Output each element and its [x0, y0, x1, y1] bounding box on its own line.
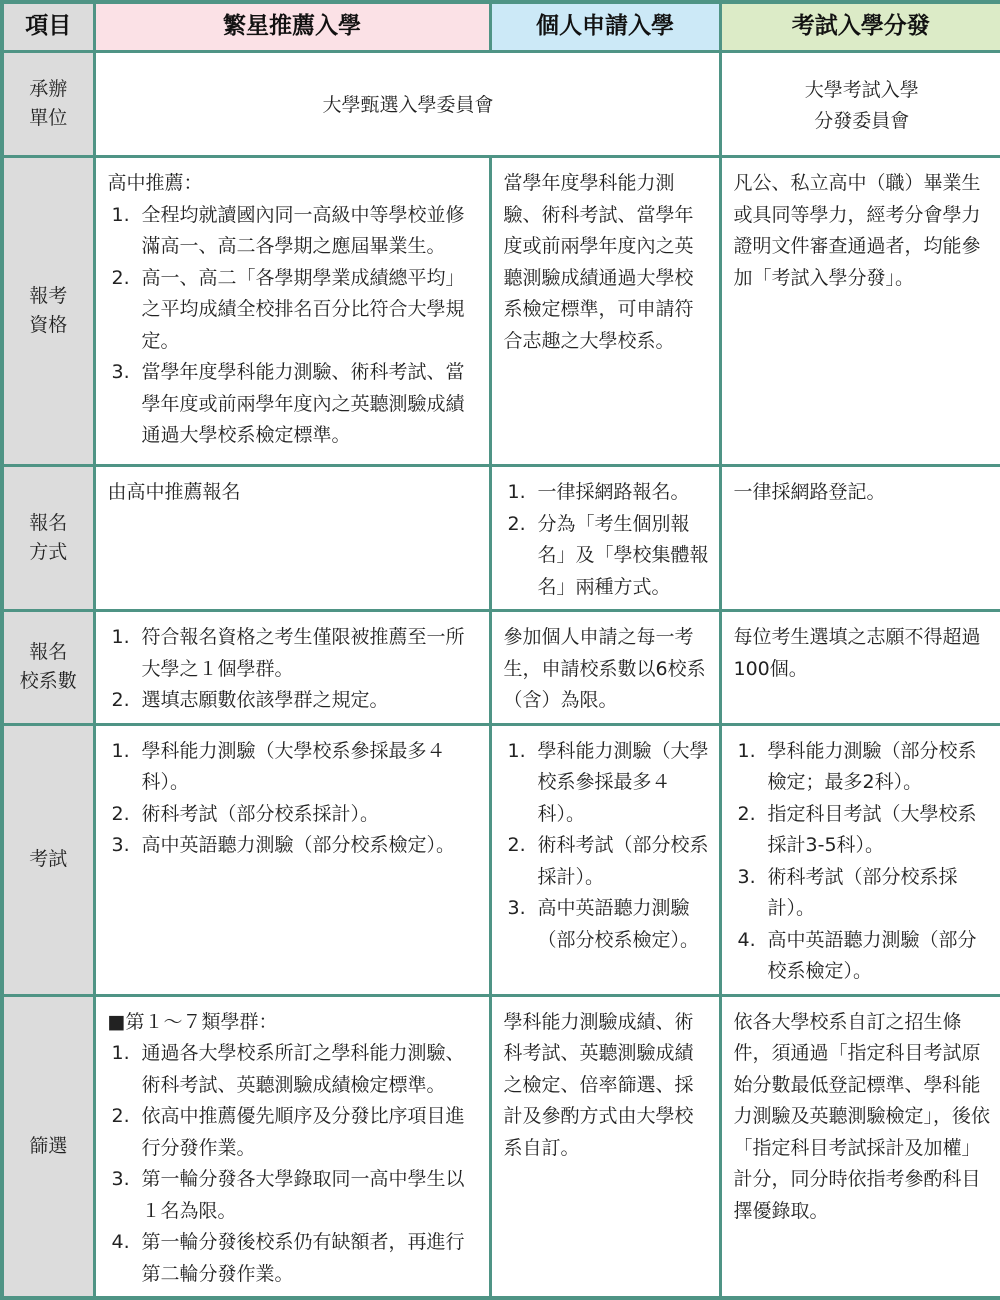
row-label-line: 資格	[29, 314, 68, 336]
list-text: 第一輪分發後校系仍有缺額者，再進行第二輪分發作業。	[141, 1231, 465, 1285]
row-label-registration	[2, 466, 94, 611]
screening-star-list	[108, 1038, 479, 1290]
list-number: 2.	[737, 802, 756, 825]
row-screening	[2, 995, 1000, 1298]
list-item	[504, 736, 709, 831]
row-eligibility	[2, 157, 1000, 466]
row-school-count	[2, 611, 1000, 725]
school-count-exam	[720, 611, 1000, 725]
list-item	[734, 799, 991, 862]
organizer-exam-line: 大學考試入學	[804, 78, 919, 101]
list-item	[734, 862, 991, 925]
row-registration	[2, 466, 1000, 611]
list-text: 通過各大學校系所訂之學科能力測驗、術科考試、英聽測驗成績檢定標準。	[141, 1042, 465, 1096]
list-number: 2.	[507, 834, 526, 856]
list-item	[108, 1101, 479, 1164]
list-text: 學科能力測驗（大學校系參採最多４科）。	[537, 739, 709, 825]
list-item	[108, 1227, 479, 1290]
list-text: 術科考試（部分校系採計）。	[537, 834, 709, 888]
exams-star-list	[108, 736, 479, 862]
list-number: 1.	[111, 626, 130, 648]
list-number: 2.	[111, 689, 130, 711]
exams-apply-list	[504, 736, 709, 957]
header-exam-admission: 考試入學分發	[720, 2, 1000, 52]
list-item	[108, 622, 479, 685]
registration-apply-list	[504, 477, 709, 603]
list-number: 3.	[111, 834, 130, 856]
eligibility-exam	[720, 157, 1000, 466]
row-label-exams	[2, 724, 94, 995]
list-text: 學科能力測驗（部分校系檢定；最多2科）。	[767, 739, 977, 793]
row-label-eligibility	[2, 157, 94, 466]
exams-exam-list	[734, 736, 991, 988]
row-label-line: 報名	[29, 512, 68, 534]
screening-star-intro: ■第１～７類學群：	[107, 1010, 278, 1033]
row-label-school-count	[2, 611, 94, 725]
registration-star-text: 由高中推薦報名	[107, 481, 241, 503]
screening-exam	[720, 995, 1000, 1298]
screening-star	[94, 995, 490, 1298]
school-count-star	[94, 611, 490, 725]
registration-star	[94, 466, 490, 611]
list-item	[108, 1038, 479, 1101]
row-label-line: 方式	[29, 541, 68, 563]
list-item	[108, 736, 479, 799]
list-number: 1.	[111, 203, 130, 226]
list-text: 高中英語聽力測驗（部分校系檢定）。	[141, 834, 456, 856]
list-item	[734, 925, 991, 988]
exams-star	[94, 724, 490, 995]
header-row	[2, 2, 1000, 52]
list-number: 3.	[507, 897, 526, 919]
list-number: 4.	[111, 1231, 130, 1253]
registration-exam-text: 一律採網路登記。	[733, 481, 886, 503]
eligibility-star	[94, 157, 490, 466]
list-text: 全程均就讀國內同一高級中等學校並修滿高一、高二各學期之應屆畢業生。	[141, 203, 465, 257]
school-count-apply-text: 參加個人申請之每一考生，申請校系數以6校系（含）為限。	[503, 626, 706, 711]
row-label-line: 單位	[29, 107, 68, 129]
row-organizer	[2, 52, 1000, 157]
list-item	[504, 830, 709, 893]
list-item	[108, 830, 479, 862]
list-number: 3.	[737, 865, 756, 888]
eligibility-exam-text: 凡公、私立高中（職）畢業生或具同等學力，經考分會學力證明文件審查通過者，均能參加「考試入學分發」。	[733, 172, 981, 289]
list-item	[108, 1164, 479, 1227]
list-number: 2.	[111, 1105, 130, 1127]
row-label-organizer	[2, 52, 94, 157]
row-exams	[2, 724, 1000, 995]
header-personal-application: 個人申請入學	[490, 2, 720, 52]
list-text: 符合報名資格之考生僅限被推薦至一所大學之１個學群。	[141, 626, 465, 680]
row-label-line: 承辦	[29, 78, 68, 100]
list-text: 術科考試（部分校系採計）。	[141, 802, 380, 825]
eligibility-apply	[490, 157, 720, 466]
list-number: 1.	[507, 739, 526, 762]
list-item	[504, 477, 709, 509]
row-label-line: 報名	[29, 641, 68, 664]
screening-apply-text: 學科能力測驗成績、術科考試、英聽測驗成績之檢定、倍率篩選、採計及參酌方式由大學校系自訂。	[503, 1010, 694, 1159]
list-text: 當學年度學科能力測驗、術科考試、當學年度或前兩學年度內之英聽測驗成績通過大學校系檢定標準。	[141, 361, 465, 446]
list-number: 3.	[111, 361, 130, 383]
list-text: 分為「考生個別報名」及「學校集體報名」兩種方式。	[537, 512, 709, 598]
list-text: 高中英語聽力測驗（部分校系檢定）。	[537, 897, 700, 951]
list-text: 高一、高二「各學期學業成績總平均」之平均成績全校排名百分比符合大學規定。	[141, 266, 465, 352]
header-star-recommendation: 繁星推薦入學	[94, 2, 490, 52]
list-number: 2.	[111, 266, 130, 289]
list-number: 1.	[111, 1042, 130, 1064]
organizer-star-apply	[94, 52, 720, 157]
eligibility-star-intro: 高中推薦：	[107, 172, 203, 194]
header-item: 項目	[2, 2, 94, 52]
list-number: 1.	[737, 739, 756, 762]
list-item	[108, 357, 479, 452]
organizer-exam	[720, 52, 1000, 157]
organizer-exam-line: 分發委員會	[814, 110, 910, 132]
screening-exam-text: 依各大學校系自訂之招生條件，須通過「指定科目考試原始分數最低登記標準、學科能力測驗及英聽測驗檢定」，後依「指定科目考試採計及加權」計分，同分時依指考參酌科目擇優錄取。	[733, 1010, 991, 1222]
row-label-line: 篩選	[29, 1134, 68, 1157]
row-label-line: 考試	[29, 848, 68, 870]
list-text: 一律採網路報名。	[537, 481, 690, 503]
list-number: 2.	[507, 512, 526, 535]
list-number: 4.	[737, 928, 756, 951]
screening-apply	[490, 995, 720, 1298]
list-item	[734, 736, 991, 799]
list-item	[504, 509, 709, 604]
row-label-line: 校系數	[19, 670, 77, 693]
registration-apply	[490, 466, 720, 611]
list-text: 選填志願數依該學群之規定。	[141, 689, 389, 711]
list-item	[108, 200, 479, 263]
row-label-line: 報考	[29, 285, 68, 307]
list-item	[504, 893, 709, 956]
list-text: 高中英語聽力測驗（部分校系檢定）。	[767, 928, 977, 982]
list-text: 依高中推薦優先順序及分發比序項目進行分發作業。	[141, 1105, 465, 1159]
list-number: 1.	[111, 739, 130, 762]
registration-exam	[720, 466, 1000, 611]
organizer-star-apply-text: 大學甄選入學委員會	[322, 94, 494, 117]
list-text: 學科能力測驗（大學校系參採最多４科）。	[141, 739, 446, 793]
list-item	[108, 263, 479, 358]
list-number: 3.	[111, 1168, 130, 1190]
school-count-star-list	[108, 622, 479, 717]
list-item	[108, 799, 479, 831]
list-text: 指定科目考試（大學校系採計3-5科）。	[767, 802, 977, 856]
school-count-exam-text: 每位考生選填之志願不得超過100個。	[733, 626, 981, 680]
list-text: 術科考試（部分校系採計）。	[767, 865, 958, 919]
row-label-screening	[2, 995, 94, 1298]
list-text: 第一輪分發各大學錄取同一高中學生以１名為限。	[141, 1168, 465, 1222]
eligibility-star-list	[108, 200, 479, 452]
eligibility-apply-text: 當學年度學科能力測驗、術科考試、當學年度或前兩學年度內之英聽測驗成績通過大學校系檢定標準，可申請符合志趣之大學校系。	[503, 172, 694, 352]
exams-exam	[720, 724, 1000, 995]
list-item	[108, 685, 479, 717]
school-count-apply	[490, 611, 720, 725]
exams-apply	[490, 724, 720, 995]
list-number: 2.	[111, 802, 130, 825]
list-number: 1.	[507, 481, 526, 503]
